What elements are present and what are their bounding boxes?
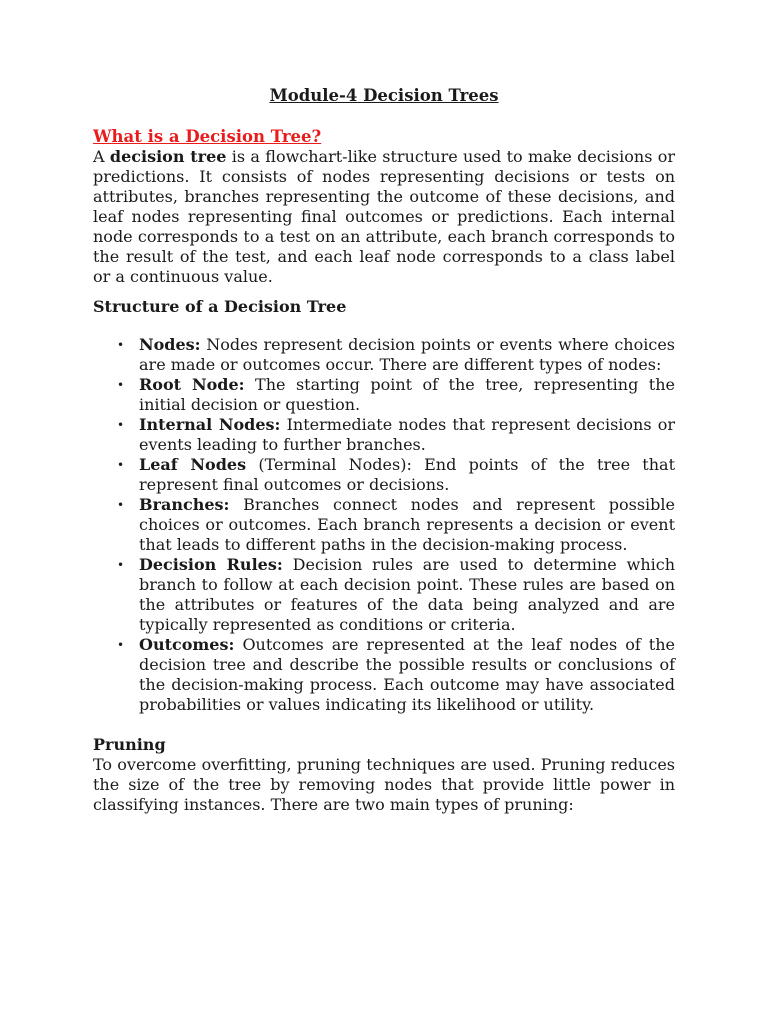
item-term: Outcomes:	[139, 635, 235, 654]
intro-lead: A	[93, 147, 105, 166]
bullet-icon: •	[117, 418, 125, 432]
list-item	[117, 635, 676, 715]
intro-paragraph	[93, 147, 675, 287]
list-item	[117, 335, 676, 375]
item-term: Nodes:	[139, 335, 201, 354]
item-text: Decision rules are used to determine which branch to follow at each decision point. These rules are based on the attributes or features of the data being analyzed and are typically represented as conditions or criteria.	[139, 555, 675, 634]
bullet-icon: •	[117, 458, 125, 472]
item-term: Branches:	[139, 495, 230, 514]
bullet-icon: •	[117, 338, 125, 352]
list-item	[117, 455, 676, 495]
structure-list	[93, 335, 675, 715]
item-text: Intermediate nodes that represent decisions or events leading to further branches.	[139, 415, 676, 454]
item-term: Root Node:	[139, 375, 245, 394]
section-heading-structure: Structure of a Decision Tree	[93, 297, 347, 316]
list-item	[117, 555, 675, 635]
list-item	[117, 375, 676, 415]
item-term: Internal Nodes:	[139, 415, 281, 434]
bullet-icon: •	[117, 378, 125, 392]
item-term: Decision Rules:	[139, 555, 283, 574]
bullet-icon: •	[117, 498, 125, 512]
item-text: (Terminal Nodes): End points of the tree that represent final outcomes or decisions.	[139, 455, 676, 494]
list-item	[117, 495, 676, 555]
section-heading-what-is: What is a Decision Tree?	[93, 127, 322, 146]
intro-term: decision tree	[109, 147, 227, 166]
section-heading-pruning: Pruning	[93, 735, 166, 754]
bullet-icon: •	[117, 638, 125, 652]
document-page	[93, 86, 675, 815]
item-text: Branches connect nodes and represent possible choices or outcomes. Each branch represents a decision or event that leads to different paths in the decision-making process.	[139, 495, 676, 554]
list-item	[117, 415, 676, 455]
item-text: Outcomes are represented at the leaf nodes of the decision tree and describe the possible results or conclusions of the decision-making process. Each outcome may have associated probabilities or values indicating its likelihood or utility.	[139, 635, 676, 714]
document-title: Module-4 Decision Trees	[269, 86, 499, 105]
intro-text: is a flowchart-like structure used to make decisions or predictions. It consists of nodes representing decisions or tests on attributes, branches representing the outcome of these decisions, and leaf nodes representing final outcomes or predictions. Each internal node corresponds to a test on an attribute, each branch corresponds to the result of the test, and each leaf node corresponds to a class label or a continuous value.	[93, 147, 676, 286]
pruning-paragraph: To overcome overfitting, pruning techniques are used. Pruning reduces the size of the tree by removing nodes that provide little power in classifying instances. There are two main types of pruning:	[93, 755, 675, 814]
item-text: The starting point of the tree, representing the initial decision or question.	[139, 375, 676, 414]
item-text: Nodes represent decision points or events where choices are made or outcomes occur. There are different types of nodes:	[139, 335, 676, 374]
item-term: Leaf Nodes	[139, 455, 247, 474]
bullet-icon: •	[117, 558, 125, 572]
